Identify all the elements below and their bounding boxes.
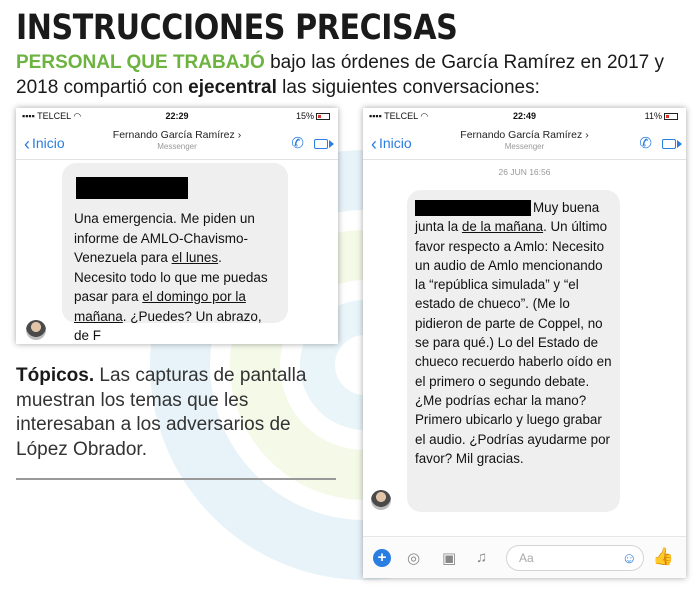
subhead-part1: bajo las órdenes de García Ramírez en 2017 y 2018 compartió con [16,52,665,98]
back-label: Inicio [379,135,412,151]
message-text: . Un último favor respecto a Amlo: Necesito un audio de Amlo mencionando la “república simulada” y “el estado de chueco”. (Me lo pidieron de parte de Coppel, no se para qué.) Lo del Estado de chueco recuerdo haberlo oído en el primero o segundo debate. ¿Me podrías echar la mano? Primero ubicarlo y luego grabar el audio. ¿Podrías ayudarme por favor? Mil gracias. [415,219,612,466]
left-phone-screenshot [16,108,338,344]
message-underlined: el lunes [171,250,219,265]
battery-label: 11% [644,111,662,121]
image-icon[interactable]: ▣ [442,550,457,567]
avatar [371,490,391,510]
subhead-lead: PERSONAL QUE TRABAJÓ [16,52,265,73]
battery [296,111,330,121]
emoji-icon[interactable]: ☺ [621,550,637,567]
signal-icon: ▪▪▪▪ [369,111,382,121]
battery [645,111,678,121]
signal-icon: ▪▪▪▪ [22,111,35,121]
battery-icon [664,113,678,120]
message-input[interactable] [506,545,644,571]
chat-header [16,124,338,160]
caption-lead: Tópicos. [16,365,95,386]
contact-subtitle: Messenger [504,142,545,151]
camera-icon[interactable]: ◎ [407,550,421,567]
avatar [26,320,46,340]
chevron-right-icon: › [585,129,589,141]
microphone-icon[interactable]: ♫ [476,549,488,566]
subhead [16,50,688,100]
caption-body: Las capturas de pantalla muestran los temas que les interesaban a los adversarios de López Obrador. [16,365,307,460]
divider [16,478,336,480]
chevron-left-icon: ‹ [371,134,377,154]
clock: 22:49 [512,111,537,121]
chevron-right-icon: › [237,129,242,141]
redacted-block [76,177,188,199]
battery-icon [316,113,330,120]
message-bubble [407,190,620,512]
message-underlined: el domingo por la mañana [74,289,246,324]
message-date: 26 JUN 16:56 [498,167,551,177]
message-bubble [62,163,288,343]
contact-name: Fernando García Ramírez [112,129,235,141]
contact-name: Fernando García Ramírez [460,129,583,141]
message-composer [363,536,686,578]
video-icon[interactable] [314,139,328,149]
message-text: Muy buena junta la [415,200,600,235]
message-text: Una emergencia. Me piden un informe de AMLO-Chavismo-Venezuela para [74,211,255,265]
call-actions [629,134,676,152]
message-text: . ¿Puedes? Un abrazo, de F [74,308,262,343]
caption [16,364,316,462]
plus-icon[interactable]: + [373,549,391,567]
phone-icon[interactable]: ✆ [291,135,304,152]
subhead-brand: ejecentral [188,77,277,98]
message-input-placeholder: Aa [519,551,534,565]
carrier-label: TELCEL [384,111,418,121]
right-phone-screenshot [363,108,686,578]
wifi-icon: ◠ [73,111,82,121]
redacted-block [415,200,531,216]
call-actions [281,134,328,152]
headline: INSTRUCCIONES PRECISAS [16,8,458,48]
status-bar [16,108,338,124]
phone-icon[interactable]: ✆ [639,135,652,152]
subhead-part2: las siguientes conversaciones: [276,77,540,98]
chevron-left-icon: ‹ [24,134,30,154]
message-text: . Necesito todo lo que me puedas pasar para [74,250,268,304]
message-underlined: de la mañana [461,219,544,235]
status-bar [363,108,686,124]
thumbs-up-icon[interactable]: 👍 [652,547,674,566]
wifi-icon: ◠ [420,111,429,121]
contact-subtitle: Messenger [157,142,197,151]
battery-label: 15% [295,111,314,121]
chat-header [363,124,686,160]
clock: 22:29 [165,111,189,121]
video-icon[interactable] [662,139,676,149]
carrier-label: TELCEL [37,111,71,121]
back-label: Inicio [32,135,65,151]
